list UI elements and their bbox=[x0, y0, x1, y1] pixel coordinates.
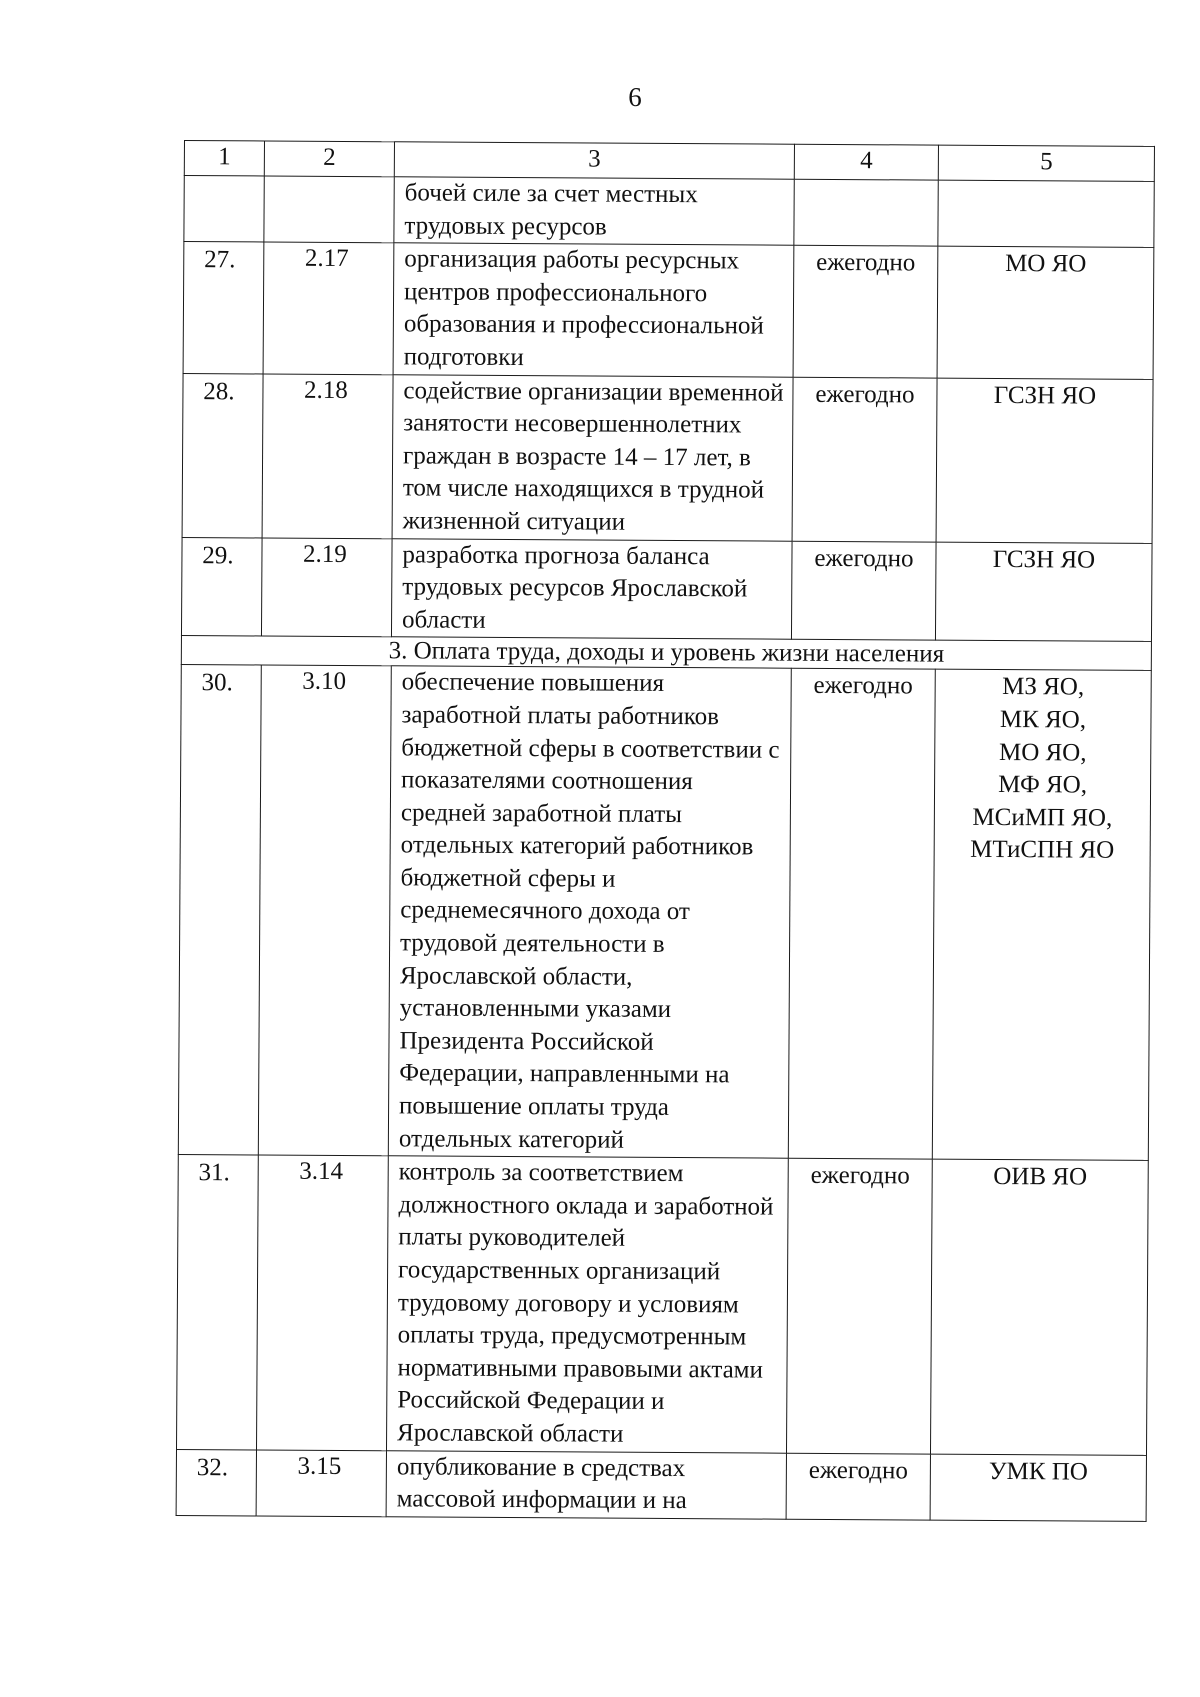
executor-line: ОИВ ЯО bbox=[993, 1163, 1088, 1191]
period-cell bbox=[794, 179, 938, 246]
table-row bbox=[181, 537, 1152, 642]
executor-line: ГСЗН ЯО bbox=[992, 545, 1096, 574]
measures-table bbox=[176, 140, 1155, 1522]
period: ежегодно bbox=[791, 541, 936, 641]
measure-code: 2.19 bbox=[261, 538, 392, 638]
executor-line: МО ЯО bbox=[1005, 250, 1087, 278]
table-row bbox=[183, 242, 1154, 379]
executor-line: МТиСПН ЯО bbox=[970, 836, 1115, 864]
continuation-row bbox=[184, 176, 1154, 248]
executor-line: ГСЗН ЯО bbox=[993, 381, 1097, 410]
measure-text: опубликование в средствах массовой информации и на bbox=[386, 1450, 786, 1519]
table-row bbox=[177, 1155, 1149, 1455]
executor bbox=[932, 669, 1151, 1160]
period: ежегодно bbox=[786, 1453, 930, 1520]
header-cell: 1 bbox=[184, 141, 264, 176]
section-title: 3. Оплата труда, доходы и уровень жизни населения bbox=[181, 636, 1151, 671]
measure-code: 2.18 bbox=[262, 374, 393, 539]
executor-line: МЗ ЯО, bbox=[1002, 673, 1085, 701]
table-row bbox=[178, 665, 1151, 1161]
row-number: 27. bbox=[183, 242, 264, 374]
executor-line: МО ЯО, bbox=[998, 738, 1087, 767]
measure-code: 3.10 bbox=[258, 665, 391, 1156]
row-number: 31. bbox=[177, 1155, 259, 1450]
executor-line: МК ЯО, bbox=[999, 705, 1087, 734]
measure-text: контроль за соответствием должностного оклада и заработной платы руководителей государственных организаций трудовому договору и условиям оплаты труда, предусмотренным нормативными правовыми актами Российской Федерации и Ярославской области bbox=[386, 1156, 788, 1453]
measure-code: 3.15 bbox=[256, 1450, 386, 1517]
executor bbox=[930, 1159, 1148, 1455]
measure-text: разработка прогноза баланса трудовых ресурсов Ярославской области bbox=[391, 538, 792, 639]
table-row bbox=[182, 373, 1153, 543]
executor-line: МСиМП ЯО, bbox=[972, 803, 1113, 832]
header-cell: 5 bbox=[938, 145, 1154, 181]
period: ежегодно bbox=[792, 377, 937, 542]
period: ежегодно bbox=[793, 245, 938, 377]
code-cell bbox=[264, 176, 394, 243]
header-cell: 3 bbox=[394, 142, 794, 179]
executor-line: УМК ПО bbox=[988, 1457, 1088, 1486]
page-number: 6 bbox=[628, 82, 642, 112]
period: ежегодно bbox=[786, 1158, 932, 1453]
measure-text: содействие организации временной занятости несовершеннолетних граждан в возрасте 14 – 17 лет, в том числе находящихся в трудной жизненной ситуации bbox=[392, 374, 793, 540]
header-cell: 4 bbox=[794, 144, 938, 180]
num-cell bbox=[184, 176, 264, 243]
executor bbox=[937, 246, 1154, 379]
executor bbox=[930, 1454, 1146, 1522]
executor bbox=[936, 378, 1153, 543]
row-number: 32. bbox=[176, 1449, 256, 1516]
measure-code: 3.14 bbox=[257, 1155, 389, 1450]
table-header-row bbox=[184, 141, 1154, 182]
table-row bbox=[176, 1449, 1146, 1521]
executor bbox=[935, 542, 1152, 642]
row-number: 30. bbox=[178, 665, 261, 1155]
row-number: 28. bbox=[182, 373, 263, 537]
executor-cell bbox=[938, 180, 1154, 248]
measure-text: обеспечение повышения заработной платы работников бюджетной сферы в соответствии с показателями соотношения средней заработной платы отдельных категорий работников бюджетной сферы и среднемесячного дохода от трудовой деятельности в Ярославской области, установленными указами Президента Российской Федерации, направленными на повышение оплаты труда отдельных категорий bbox=[388, 666, 791, 1158]
measure-code: 2.17 bbox=[263, 242, 394, 374]
row-number: 29. bbox=[181, 537, 262, 636]
header-cell: 2 bbox=[264, 141, 394, 177]
period: ежегодно bbox=[788, 669, 935, 1160]
measure-text: бочей силе за счет местных трудовых ресурсов bbox=[394, 177, 794, 246]
measure-text: организация работы ресурсных центров профессионального образования и профессиональной подготовки bbox=[393, 243, 794, 377]
executor-line: МФ ЯО, bbox=[998, 771, 1088, 799]
